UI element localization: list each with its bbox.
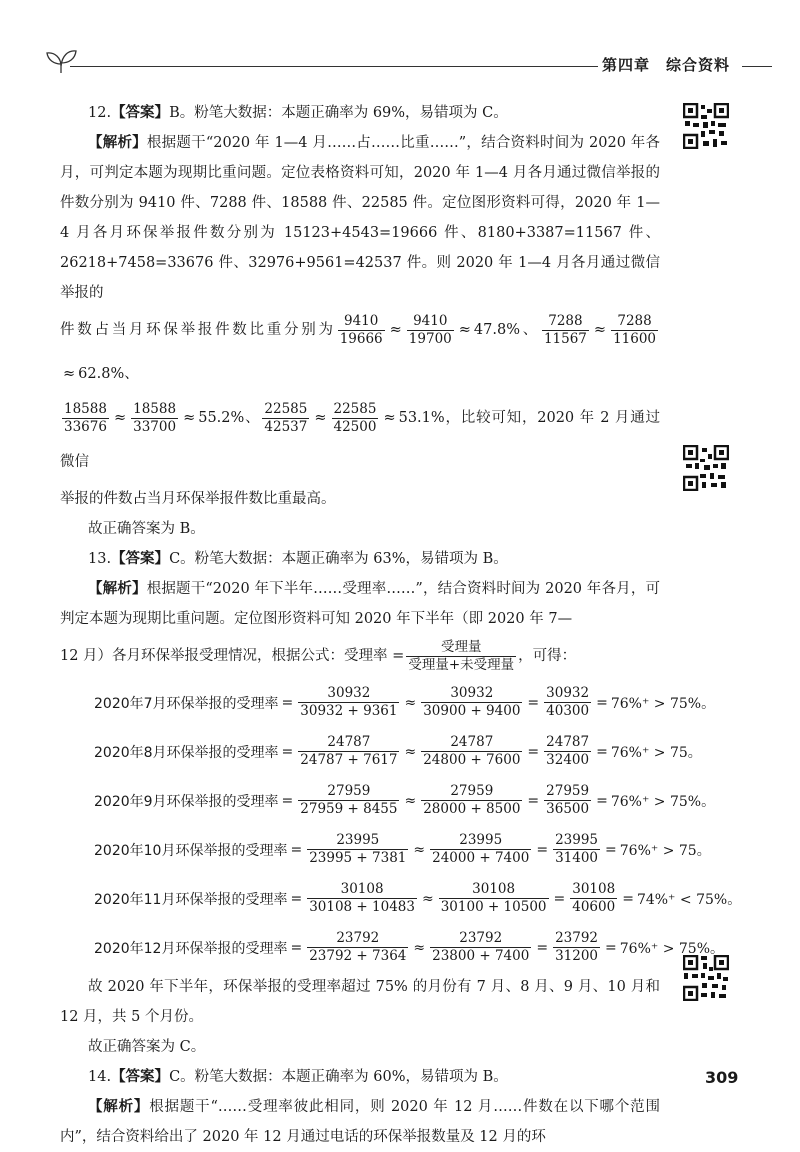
q14-answer: 14.【答案】C。粉笔大数据：本题正确率为 60%，易错项为 B。 [88, 1069, 508, 1085]
page-content [60, 98, 742, 1152]
fraction: $\frac{30932}{30932 + 9361}$ [300, 685, 398, 719]
fraction: $\frac{27959}{36500}$ [546, 783, 590, 817]
chapter-number: 第四章 [602, 56, 651, 74]
fraction: $\frac{22585}{42537}$ [264, 400, 308, 435]
fraction: $\frac{24787}{24787 + 7617}$ [300, 734, 398, 768]
q13-equation-list [60, 678, 742, 972]
chapter-header [598, 54, 734, 75]
leaf-icon [44, 44, 78, 74]
row-label: 2020年11月环保举报的受理率 [94, 891, 288, 908]
fraction: $\frac{27959}{28000 + 8500}$ [423, 783, 521, 817]
qr-code-icon[interactable] [683, 955, 729, 1001]
q14-analysis: 【解析】根据题干“……受理率彼此相同，则 2020 年 12 月……件数在以下哪个范围内”，结合资料给出了 2020 年 12 月通过电话的环保举报数量及 12 月的环 [60, 1099, 660, 1145]
q13-analysis: 【解析】根据题干“2020 年下半年……受理率……”，结合资料时间为 2020 年各月，可判定本题为现期比重问题。定位图形资料可知 2020 年下半年（即 2020 年 7— [60, 581, 660, 627]
row-result: 76%⁺ > 75。 [610, 744, 702, 761]
answer-tag: 【答案】 [111, 105, 170, 121]
acceptance-rate-row: 2020年8月环保举报的受理率 = $\frac{24787}{24787 + 7617}$ ≈ $\frac{24787}{24800 + 7600}$ = $\frac{24787}{32400}$ = 76%⁺ > 75。 [94, 734, 702, 768]
header-rule-tail [742, 66, 772, 67]
fraction: $\frac{18588}{33676}$ [64, 400, 107, 435]
header-rule [70, 66, 660, 67]
analysis-tag: 【解析】 [88, 1099, 150, 1115]
q13-formula-line: 12 月）各月环保举报受理情况，根据公式：受理率 = $\frac{\text{受理量}}{\text{受理量+未受理量}}$ ，可得： [60, 638, 577, 673]
fraction: $\frac{23792}{31200}$ [555, 930, 599, 964]
acceptance-rate-row: 2020年11月环保举报的受理率 = $\frac{30108}{30108 + 10483}$ ≈ $\frac{30108}{30100 + 10500}$ = $\frac{30108}{40600}$ = 74%⁺ < 75%。 [94, 881, 742, 915]
fraction: $\frac{23792}{23792 + 7364}$ [309, 930, 407, 964]
fraction: $\frac{24787}{32400}$ [546, 734, 590, 768]
q13-answer: 13.【答案】C。粉笔大数据：本题正确率为 63%，易错项为 B。 [88, 551, 508, 567]
fraction: $\frac{30108}{30100 + 10500}$ [440, 881, 547, 915]
acceptance-rate-row: 2020年12月环保举报的受理率 = $\frac{23792}{23792 + 7364}$ ≈ $\frac{23792}{23800 + 7400}$ = $\frac{23792}{31200}$ = 76%⁺ > 75%。 [94, 930, 725, 964]
qr-code-icon[interactable] [683, 103, 729, 149]
q12-fraction-line-a: 件数占当月环保举报件数比重分别为 $\frac{9410}{19666}$ ≈ $\frac{9410}{19700}$ ≈ 47.8%、 $\frac{7288}{11567}$ ≈ $\frac{7288}{11600}$ ≈ 62.8%、 [60, 312, 657, 382]
fraction: $\frac{23792}{23800 + 7400}$ [432, 930, 530, 964]
fraction: $\frac{7288}{11567}$ [543, 312, 587, 347]
q12-fraction-line-b: $\frac{18588}{33676}$ ≈ $\frac{18588}{33700}$ ≈ 55.2%、 $\frac{22585}{42537}$ ≈ $\frac{22585}{42500}$ ≈ 53.1%，比较可知，2020 年 2 月通过微信 [60, 400, 660, 470]
page-number: 309 [705, 1068, 739, 1087]
fraction: $\frac{22585}{42500}$ [333, 400, 377, 435]
q12-answer: 12.【答案】B。粉笔大数据：本题正确率为 69%，易错项为 C。 [88, 105, 508, 121]
fraction: $\frac{7288}{11600}$ [613, 312, 657, 347]
fraction: $\frac{27959}{27959 + 8455}$ [300, 783, 398, 817]
row-label: 2020年9月环保举报的受理率 [94, 793, 279, 810]
fraction: $\frac{23995}{24000 + 7400}$ [432, 832, 530, 866]
fraction: $\frac{30108}{40600}$ [572, 881, 616, 915]
fraction: $\frac{30932}{40300}$ [546, 685, 590, 719]
fraction: $\frac{23995}{23995 + 7381}$ [309, 832, 407, 866]
fraction: $\frac{9410}{19666}$ [339, 312, 383, 347]
row-label: 2020年10月环保举报的受理率 [94, 842, 288, 859]
row-result: 76%⁺ > 75。 [619, 842, 711, 859]
analysis-tag: 【解析】 [88, 135, 147, 151]
row-result: 74%⁺ < 75%。 [636, 891, 742, 908]
acceptance-rate-row: 2020年10月环保举报的受理率 = $\frac{23995}{23995 + 7381}$ ≈ $\frac{23995}{24000 + 7400}$ = $\frac{23995}{31400}$ = 76%⁺ > 75。 [94, 832, 711, 866]
row-label: 2020年8月环保举报的受理率 [94, 744, 279, 761]
chapter-section: 综合资料 [666, 56, 731, 74]
answer-tag: 【答案】 [111, 551, 170, 567]
fraction: $\frac{18588}{33700}$ [133, 400, 177, 435]
q12-final-answer: 故正确答案为 B。 [88, 521, 205, 537]
q13-final-answer: 故正确答案为 C。 [88, 1039, 206, 1055]
formula-fraction: $\frac{\text{受理量}}{\text{受理量+未受理量}}$ [408, 638, 515, 673]
fraction: $\frac{23995}{31400}$ [555, 832, 599, 866]
q12-conclusion: 举报的件数占当月环保举报件数比重最高。 [60, 491, 336, 507]
row-label: 2020年12月环保举报的受理率 [94, 940, 288, 957]
fraction: $\frac{24787}{24800 + 7600}$ [423, 734, 521, 768]
q13-conclusion: 故 2020 年下半年，环保举报的受理率超过 75% 的月份有 7 月、8 月、9 月、10 月和 12 月，共 5 个月份。 [60, 979, 660, 1025]
fraction: $\frac{9410}{19700}$ [408, 312, 452, 347]
answer-tag: 【答案】 [111, 1069, 170, 1085]
acceptance-rate-row: 2020年9月环保举报的受理率 = $\frac{27959}{27959 + 8455}$ ≈ $\frac{27959}{28000 + 8500}$ = $\frac{27959}{36500}$ = 76%⁺ > 75%。 [94, 783, 716, 817]
row-result: 76%⁺ > 75%。 [619, 940, 725, 957]
row-label: 2020年7月环保举报的受理率 [94, 695, 279, 712]
row-result: 76%⁺ > 75%。 [610, 695, 716, 712]
qr-code-icon[interactable] [683, 445, 729, 491]
q12-analysis: 【解析】根据题干“2020 年 1—4 月……占……比重……”，结合资料时间为 2020 年各月，可判定本题为现期比重问题。定位表格资料可知，2020 年 1—4 月各月通过微信举报的件数分别为 9410 件、7288 件、18588 件、22585 件。定位图形资料可得，2020 年 1—4 月各月环保举报件数分别为 15123+4543=19666 件、8180+3387=11567 件、26218+7458=33676 件、32976+9561=42537 件。则 2020 年 1—4 月各月通过微信举报的 [60, 135, 661, 301]
fraction: $\frac{30108}{30108 + 10483}$ [309, 881, 415, 915]
row-result: 76%⁺ > 75%。 [610, 793, 716, 810]
analysis-tag: 【解析】 [88, 581, 147, 597]
fraction: $\frac{30932}{30900 + 9400}$ [423, 685, 521, 719]
acceptance-rate-row: 2020年7月环保举报的受理率 = $\frac{30932}{30932 + 9361}$ ≈ $\frac{30932}{30900 + 9400}$ = $\frac{30932}{40300}$ = 76%⁺ > 75%。 [94, 685, 716, 719]
